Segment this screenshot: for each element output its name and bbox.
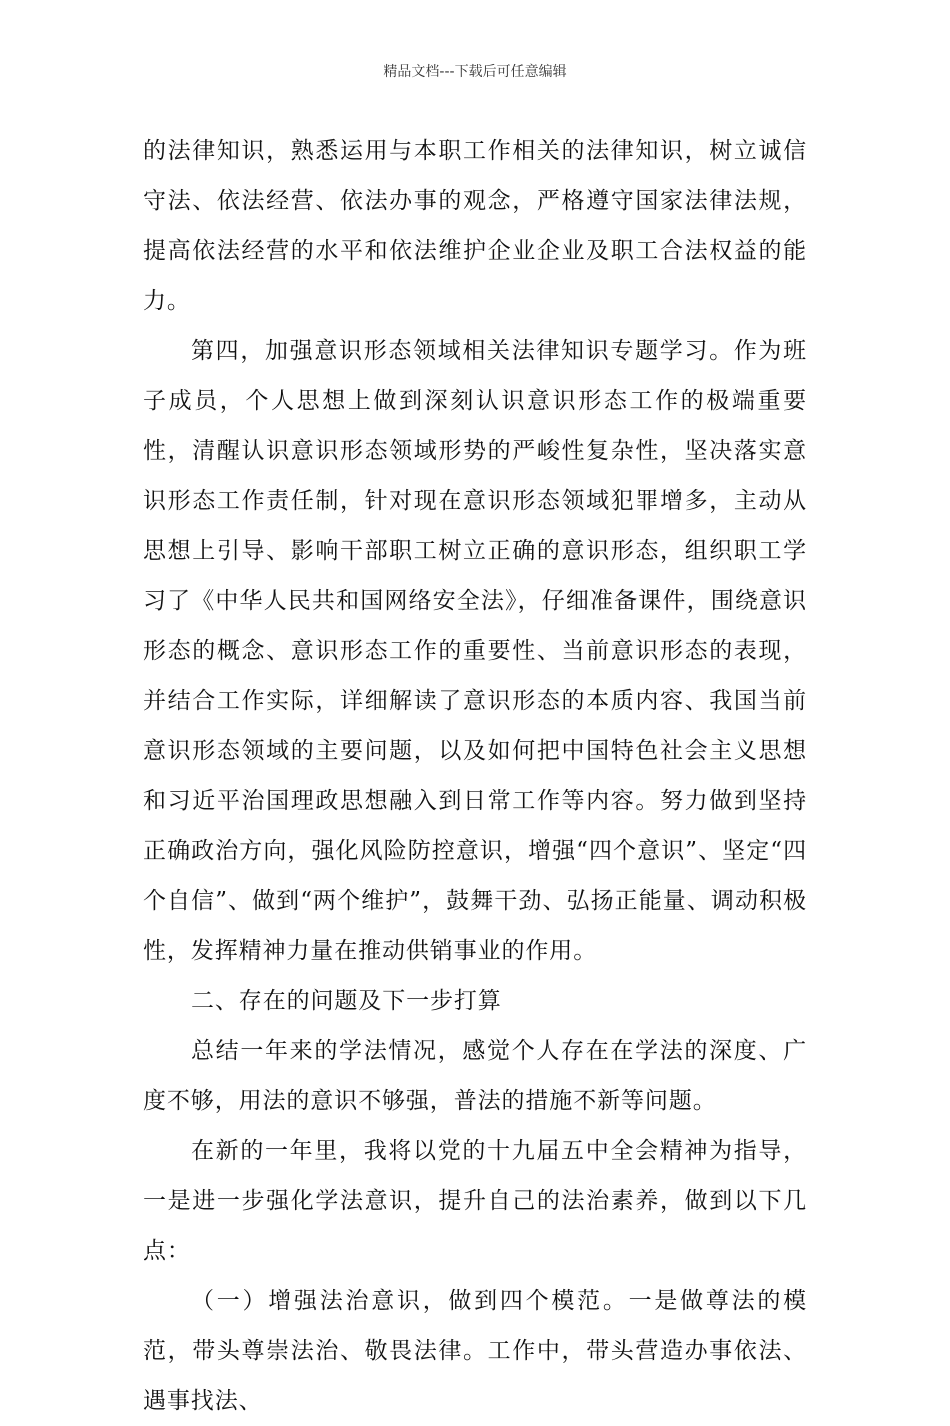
paragraph-new-year: 在新的一年里，我将以党的十九届五中全会精神为指导，一是进一步强化学法意识，提升自己的法治素养，做到以下几点：	[143, 1138, 807, 1264]
document-body	[143, 126, 807, 1426]
section-heading: 二、存在的问题及下一步打算	[191, 988, 502, 1014]
page-header: 精品文档---下载后可任意编辑	[383, 64, 567, 80]
paragraph-continuation: 的法律知识，熟悉运用与本职工作相关的法律知识，树立诚信守法、依法经营、依法办事的观念，严格遵守国家法律法规，提高依法经营的水平和依法维护企业企业及职工合法权益的能力。	[143, 138, 807, 314]
paragraph-item-one: （一）增强法治意识，做到四个模范。一是做尊法的模范，带头尊崇法治、敬畏法律。工作中，带头营造办事依法、遇事找法、	[143, 1288, 807, 1414]
paragraph-summary: 总结一年来的学法情况，感觉个人存在在学法的深度、广度不够，用法的意识不够强，普法的措施不新等问题。	[143, 1038, 807, 1114]
paragraph-point-four: 第四，加强意识形态领域相关法律知识专题学习。作为班子成员，个人思想上做到深刻认识意识形态工作的极端重要性，清醒认识意识形态领域形势的严峻性复杂性，坚决落实意识形态工作责任制，针对现在意识形态领域犯罪增多，主动从思想上引导、影响干部职工树立正确的意识形态，组织职工学习了《中华人民共和国网络安全法》，仔细准备课件，围绕意识形态的概念、意识形态工作的重要性、当前意识形态的表现，并结合工作实际，详细解读了意识形态的本质内容、我国当前意识形态领域的主要问题，以及如何把中国特色社会主义思想和习近平治国理政思想融入到日常工作等内容。努力做到坚持正确政治方向，强化风险防控意识，增强“四个意识”、坚定“四个自信”、做到“两个维护”，鼓舞干劲、弘扬正能量、调动积极性，发挥精神力量在推动供销事业的作用。	[143, 338, 807, 964]
